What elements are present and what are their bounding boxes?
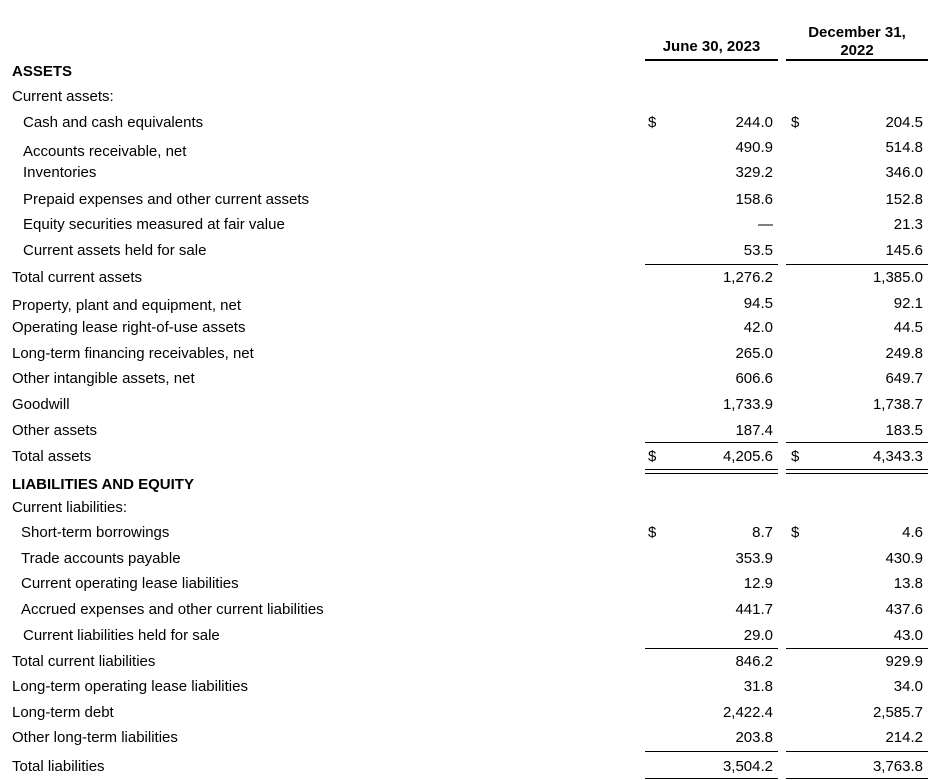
value-dec-2022: 346.0 [885,164,923,181]
value-june-2023: 2,422.4 [722,704,773,721]
subtotal-rule [645,264,778,265]
value-dec-2022: 145.6 [885,242,923,259]
value-dec-2022: 1,385.0 [872,269,923,286]
value-june-2023: 42.0 [743,319,773,336]
subtotal-rule [786,648,928,649]
value-june-2023: 1,276.2 [722,269,773,286]
value-june-2023: 31.8 [743,678,773,695]
table-row-total [0,756,934,778]
subtotal-rule [645,442,778,443]
value-june-2023: 8.7 [752,524,773,541]
row-label: Property, plant and equipment, net [12,297,242,314]
row-label: Current liabilities held for sale [23,627,220,644]
value-dec-2022: 13.8 [893,575,923,592]
table-row [0,343,934,365]
row-label: Equity securities measured at fair value [23,216,285,233]
table-row [0,625,934,647]
row-label: Trade accounts payable [21,550,181,567]
table-row [0,702,934,724]
currency-symbol: $ [648,448,657,465]
currency-symbol: $ [791,448,800,465]
value-june-2023: 606.6 [735,370,773,387]
table-row [0,293,934,315]
value-june-2023: 244.0 [735,114,773,131]
subtotal-rule [645,648,778,649]
value-june-2023: 29.0 [743,627,773,644]
row-label: Cash and cash equivalents [23,114,204,131]
subsection-heading: Current assets: [12,88,114,105]
table-row [0,189,934,211]
subtotal-rule [645,751,778,752]
value-dec-2022: 514.8 [885,139,923,156]
row-label: Total current liabilities [12,653,156,670]
value-dec-2022: 204.5 [885,114,923,131]
subsection-heading: Current liabilities: [12,499,128,516]
value-dec-2022: 152.8 [885,191,923,208]
table-row [0,573,934,595]
column-header-december-2022 [786,24,928,60]
value-dec-2022: 3,763.8 [872,758,923,775]
value-dec-2022: 437.6 [885,601,923,618]
row-label: Inventories [23,164,97,181]
value-june-2023: 846.2 [735,653,773,670]
value-june-2023: 265.0 [735,345,773,362]
table-row [0,676,934,698]
table-row [0,420,934,442]
row-label: Prepaid expenses and other current assets [23,191,310,208]
value-dec-2022: 649.7 [885,370,923,387]
row-label: Accrued expenses and other current liabilities [21,601,324,618]
table-row [0,112,934,134]
section-current-liabilities [0,497,934,519]
value-june-2023: — [758,216,773,233]
row-label: Operating lease right-of-use assets [12,319,246,336]
row-label: Short-term borrowings [21,524,170,541]
value-june-2023: 4,205.6 [722,448,773,465]
value-june-2023: 203.8 [735,729,773,746]
value-dec-2022: 34.0 [893,678,923,695]
table-row [0,140,934,162]
row-label: Long-term financing receivables, net [12,345,254,362]
row-label: Long-term operating lease liabilities [12,678,248,695]
row-label: Current assets held for sale [23,242,207,259]
value-june-2023: 53.5 [743,242,773,259]
subtotal-rule [786,442,928,443]
section-assets [0,61,934,83]
currency-symbol: $ [791,524,800,541]
table-row [0,162,934,184]
value-dec-2022: 214.2 [885,729,923,746]
value-june-2023: 158.6 [735,191,773,208]
value-dec-2022: 43.0 [893,627,923,644]
table-row [0,548,934,570]
value-june-2023: 1,733.9 [722,396,773,413]
table-row [0,394,934,416]
value-june-2023: 353.9 [735,550,773,567]
column-header-december-line2: 2022 [840,42,874,59]
value-dec-2022: 92.1 [893,295,923,312]
row-label: Other long-term liabilities [12,729,178,746]
row-label: Total assets [12,448,92,465]
value-june-2023: 3,504.2 [722,758,773,775]
value-dec-2022: 4.6 [902,524,923,541]
value-dec-2022: 430.9 [885,550,923,567]
value-dec-2022: 1,738.7 [872,396,923,413]
row-label: Other intangible assets, net [12,370,195,387]
currency-symbol: $ [648,114,657,131]
value-june-2023: 94.5 [743,295,773,312]
value-dec-2022: 21.3 [893,216,923,233]
table-row [0,240,934,262]
table-row [0,368,934,390]
table-row [0,317,934,339]
section-current-assets [0,86,934,108]
value-june-2023: 329.2 [735,164,773,181]
total-rule [645,778,778,779]
row-label: Long-term debt [12,704,114,721]
table-row-total [0,267,934,289]
value-dec-2022: 183.5 [885,422,923,439]
table-row [0,214,934,236]
value-dec-2022: 929.9 [885,653,923,670]
currency-symbol: $ [791,114,800,131]
row-label: Goodwill [12,396,70,413]
row-label: Other assets [12,422,98,439]
value-dec-2022: 4,343.3 [872,448,923,465]
value-june-2023: 490.9 [735,139,773,156]
subtotal-rule [786,264,928,265]
table-row [0,599,934,621]
value-dec-2022: 2,585.7 [872,704,923,721]
column-header-june-2023: June 30, 2023 [662,38,761,55]
section-heading: LIABILITIES AND EQUITY [12,476,194,493]
value-june-2023: 12.9 [743,575,773,592]
value-june-2023: 441.7 [735,601,773,618]
section-heading: ASSETS [12,63,73,80]
column-header-december-line1: December 31, [808,24,906,41]
table-row-total [0,651,934,673]
value-june-2023: 187.4 [735,422,773,439]
currency-symbol: $ [648,524,657,541]
row-label: Total current assets [12,269,143,286]
section-liabilities-equity [0,474,934,496]
value-dec-2022: 44.5 [893,319,923,336]
table-row-total [0,446,934,468]
row-label: Accounts receivable, net [23,143,187,160]
value-dec-2022: 249.8 [885,345,923,362]
table-row [0,522,934,544]
row-label: Current operating lease liabilities [21,575,239,592]
subtotal-rule [786,751,928,752]
total-rule [786,778,928,779]
table-row [0,727,934,749]
row-label: Total liabilities [12,758,105,775]
